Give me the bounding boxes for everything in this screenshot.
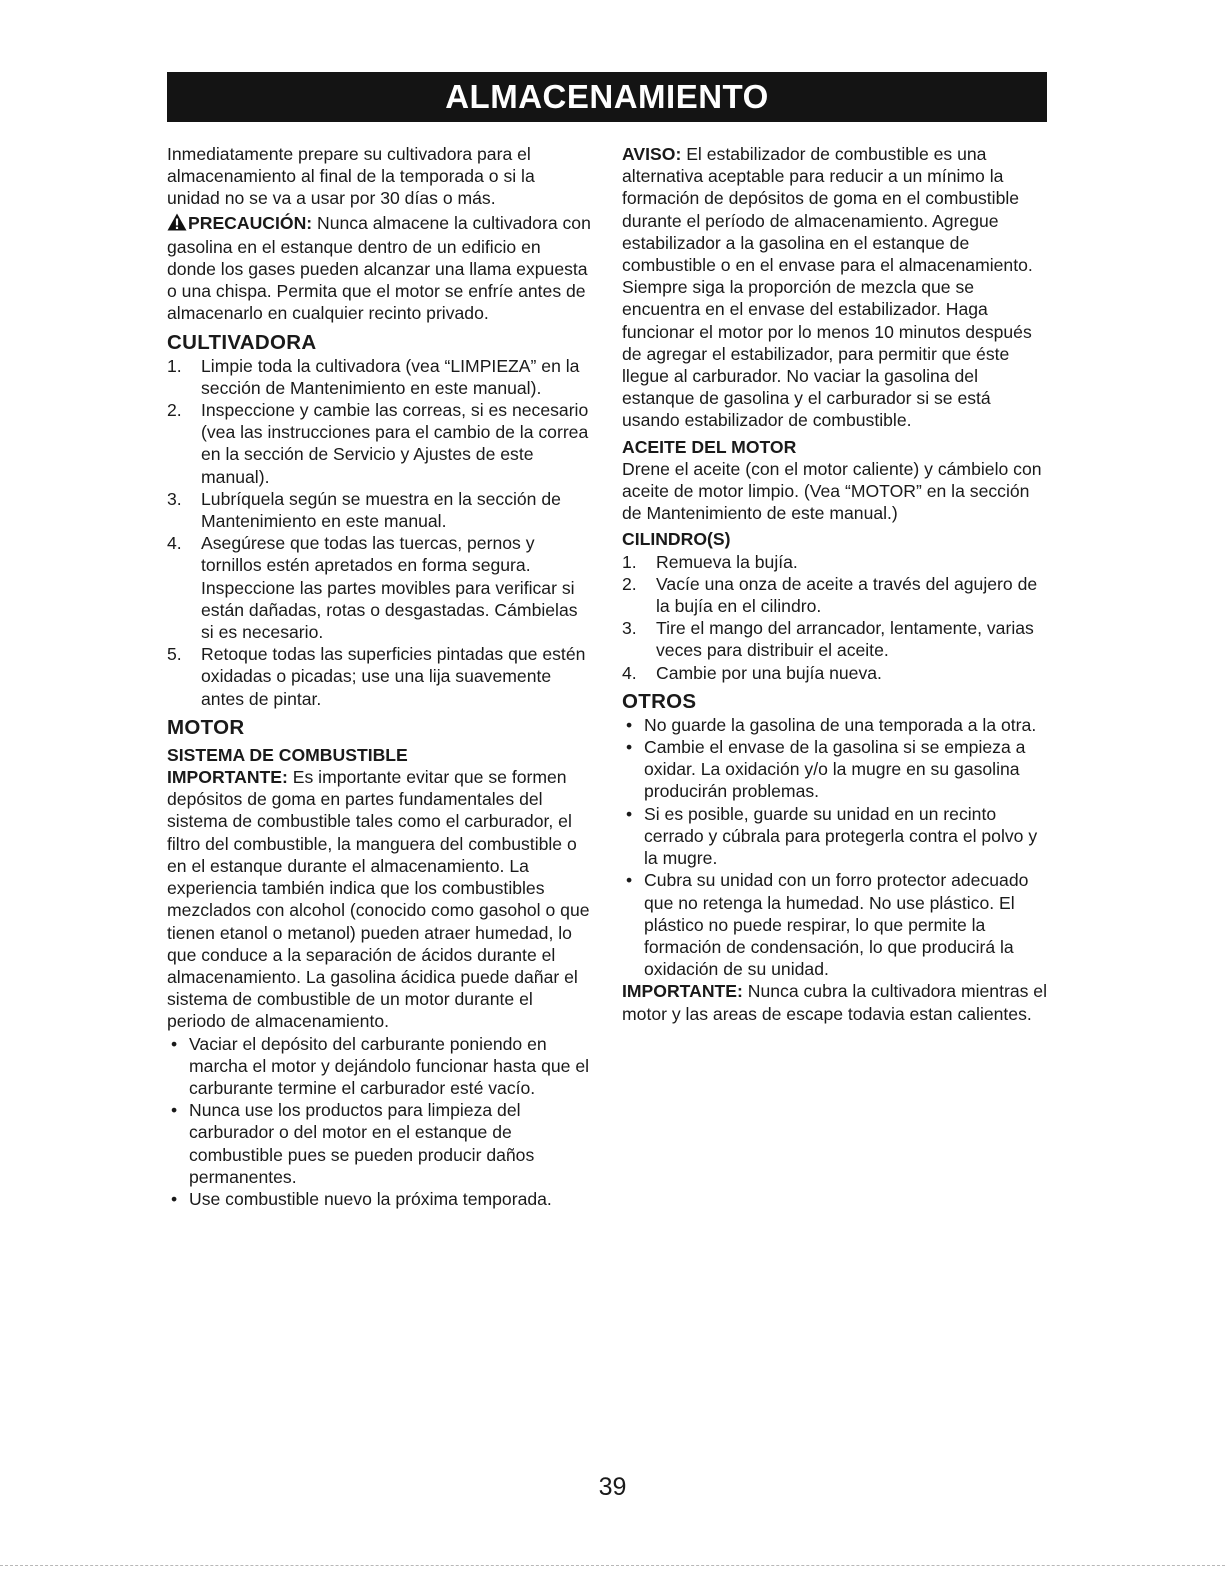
list-item [167,532,592,643]
list-item: • Si es posible, guarde su unidad en un recinto cerrado y cúbrala para protegerla contra el polvo y la mugre. [622,803,1050,870]
fuel-system-heading: SISTEMA DE COMBUSTIBLE [167,744,408,765]
important-text: Es importante evitar que se formen depósitos de goma en partes fundamentales del sistema de combustible tales como el carburador, el filtro del combustible, la manguera del combustible o en el estanque durante el almacenamiento. La experiencia también indica que los combustibles mezclados con alcohol (conocido como gasohol o que tienen etanol o metanol) pueden atraer humedad, lo que conduce a la separación de ácidos durante el almacenamiento. La gasolina ácidica puede dañar el sistema de combustible de un motor durante el periodo de almacenamiento. [167,767,590,1032]
engine-oil-heading: ACEITE DEL MOTOR [622,436,797,457]
item-number: 5. [167,644,182,665]
important-label: IMPORTANTE: [167,767,288,788]
aviso-label: AVISO: [622,144,682,164]
important-paragraph [167,766,592,1032]
item-text: Asegúrese que todas las tuercas, pernos y tornillos estén apretados en forma segura. Inspeccione las partes movibles para verificar si están dañadas, rotas o desgastadas. Cámbielas si es necesario. [201,533,578,643]
list-item [622,573,1050,617]
list-item [622,551,1050,573]
important-final-paragraph [622,980,1050,1024]
fuel-bullet-list [167,1033,592,1211]
cylinders-list [622,551,1050,684]
item-number: 1. [167,355,182,376]
list-item [167,488,592,532]
motor-heading: MOTOR [167,715,245,739]
item-number: 4. [167,533,182,554]
list-item: • Cambie el envase de la gasolina si se empieza a oxidar. La oxidación y/o la mugre en su gasolina producirán problemas. [622,736,1050,803]
cultivadora-list [167,355,592,710]
list-item [167,643,592,710]
item-number: 1. [622,551,637,572]
list-item [622,662,1050,684]
item-number: 3. [622,618,637,639]
left-column [167,143,592,1210]
item-number: 3. [167,488,182,509]
engine-oil-paragraph: Drene el aceite (con el motor caliente) y cámbielo con aceite de motor limpio. (Vea “MOTOR” en la sección de Mantenimiento de este manual.) [622,458,1042,524]
aviso-text: El estabilizador de combustible es una alternativa aceptable para reducir a un mínimo la formación de depósitos de goma en el combustible durante el período de almacenamiento. Agregue estabilizador a la gasolina en el estanque de combustible o en el envase para el almacenamiento. Siempre siga la proporción de mezcla que se encuentra en el envase del estabilizador. Haga funcionar el motor por lo menos 10 minutos después de agregar el estabilizador, para permitir que éste llegue al carburador. No vaciar la gasolina del estanque de gasolina y el carburador si se está usando estabilizador de combustible. [622,144,1033,431]
item-text: Inspeccione y cambie las correas, si es necesario (vea las instrucciones para el cambio de la correa en la sección de Servicio y Ajustes de este manual). [201,400,589,487]
list-item [167,399,592,488]
list-item: • Cubra su unidad con un forro protector adecuado que no retenga la humedad. No use plástico. El plástico no puede respirar, lo que permite la formación de condensación, lo que producirá la oxidación de su unidad. [622,869,1050,980]
otros-bullet-list [622,714,1050,980]
caution-paragraph [167,212,592,325]
item-number: 2. [622,573,637,594]
right-column [622,143,1050,1025]
page-number: 39 [598,1473,627,1501]
item-text: Retoque todas las superficies pintadas que estén oxidadas o picadas; use una lija suavemente antes de pintar. [201,644,586,709]
item-text: Lubríquela según se muestra en la sección de Mantenimiento en este manual. [201,488,561,532]
list-item [167,355,592,399]
item-number: 2. [167,400,182,421]
cylinders-heading: CILINDRO(S) [622,529,731,550]
page-title-banner [167,72,1047,122]
intro-paragraph: Inmediatamente prepare su cultivadora para el almacenamiento al final de la temporada o si la unidad no se va a usar por 30 días o más. [167,144,535,209]
item-text: Cambie por una bujía nueva. [656,662,882,683]
list-item: • No guarde la gasolina de una temporada a la otra. [622,714,1050,736]
page-title: ALMACENAMIENTO [445,78,769,115]
aviso-paragraph [622,143,1050,432]
item-text: Limpie toda la cultivadora (vea “LIMPIEZA” en la sección de Mantenimiento en este manual). [201,355,580,398]
item-text: Tire el mango del arrancador, lentamente, varias veces para distribuir el aceite. [656,618,1034,661]
list-item [622,617,1050,661]
list-item: • Vaciar el depósito del carburante poniendo en marcha el motor y dejándolo funcionar hasta que el carburante termine el carburador esté vacío. [167,1033,592,1100]
important-final-text: Nunca cubra la cultivadora mientras el motor y las areas de escape todavia estan calientes. [622,981,1048,1024]
warning-triangle-icon [167,213,187,236]
caution-label: PRECAUCIÓN: [188,212,313,233]
item-text: Vacíe una onza de aceite a través del agujero de la bujía en el cilindro. [656,573,1038,617]
item-text: Remueva la bujía. [656,551,798,572]
important-final-label: IMPORTANTE: [622,981,743,1002]
otros-heading: OTROS [622,689,697,713]
cultivadora-heading: CULTIVADORA [167,330,317,354]
caution-text: Nunca almacene la cultivadora con gasolina en el estanque dentro de un edificio en donde los gases pueden alcanzar una llama expuesta o una chispa. Permita que el motor se enfríe antes de almacenarlo en cualquier recinto privado. [167,212,591,324]
list-item: • Nunca use los productos para limpieza del carburador o del motor en el estanque de combustible pues se pueden producir daños permanentes. [167,1099,592,1188]
list-item: • Use combustible nuevo la próxima temporada. [167,1188,592,1210]
footer-divider [0,1565,1225,1566]
item-number: 4. [622,662,637,683]
